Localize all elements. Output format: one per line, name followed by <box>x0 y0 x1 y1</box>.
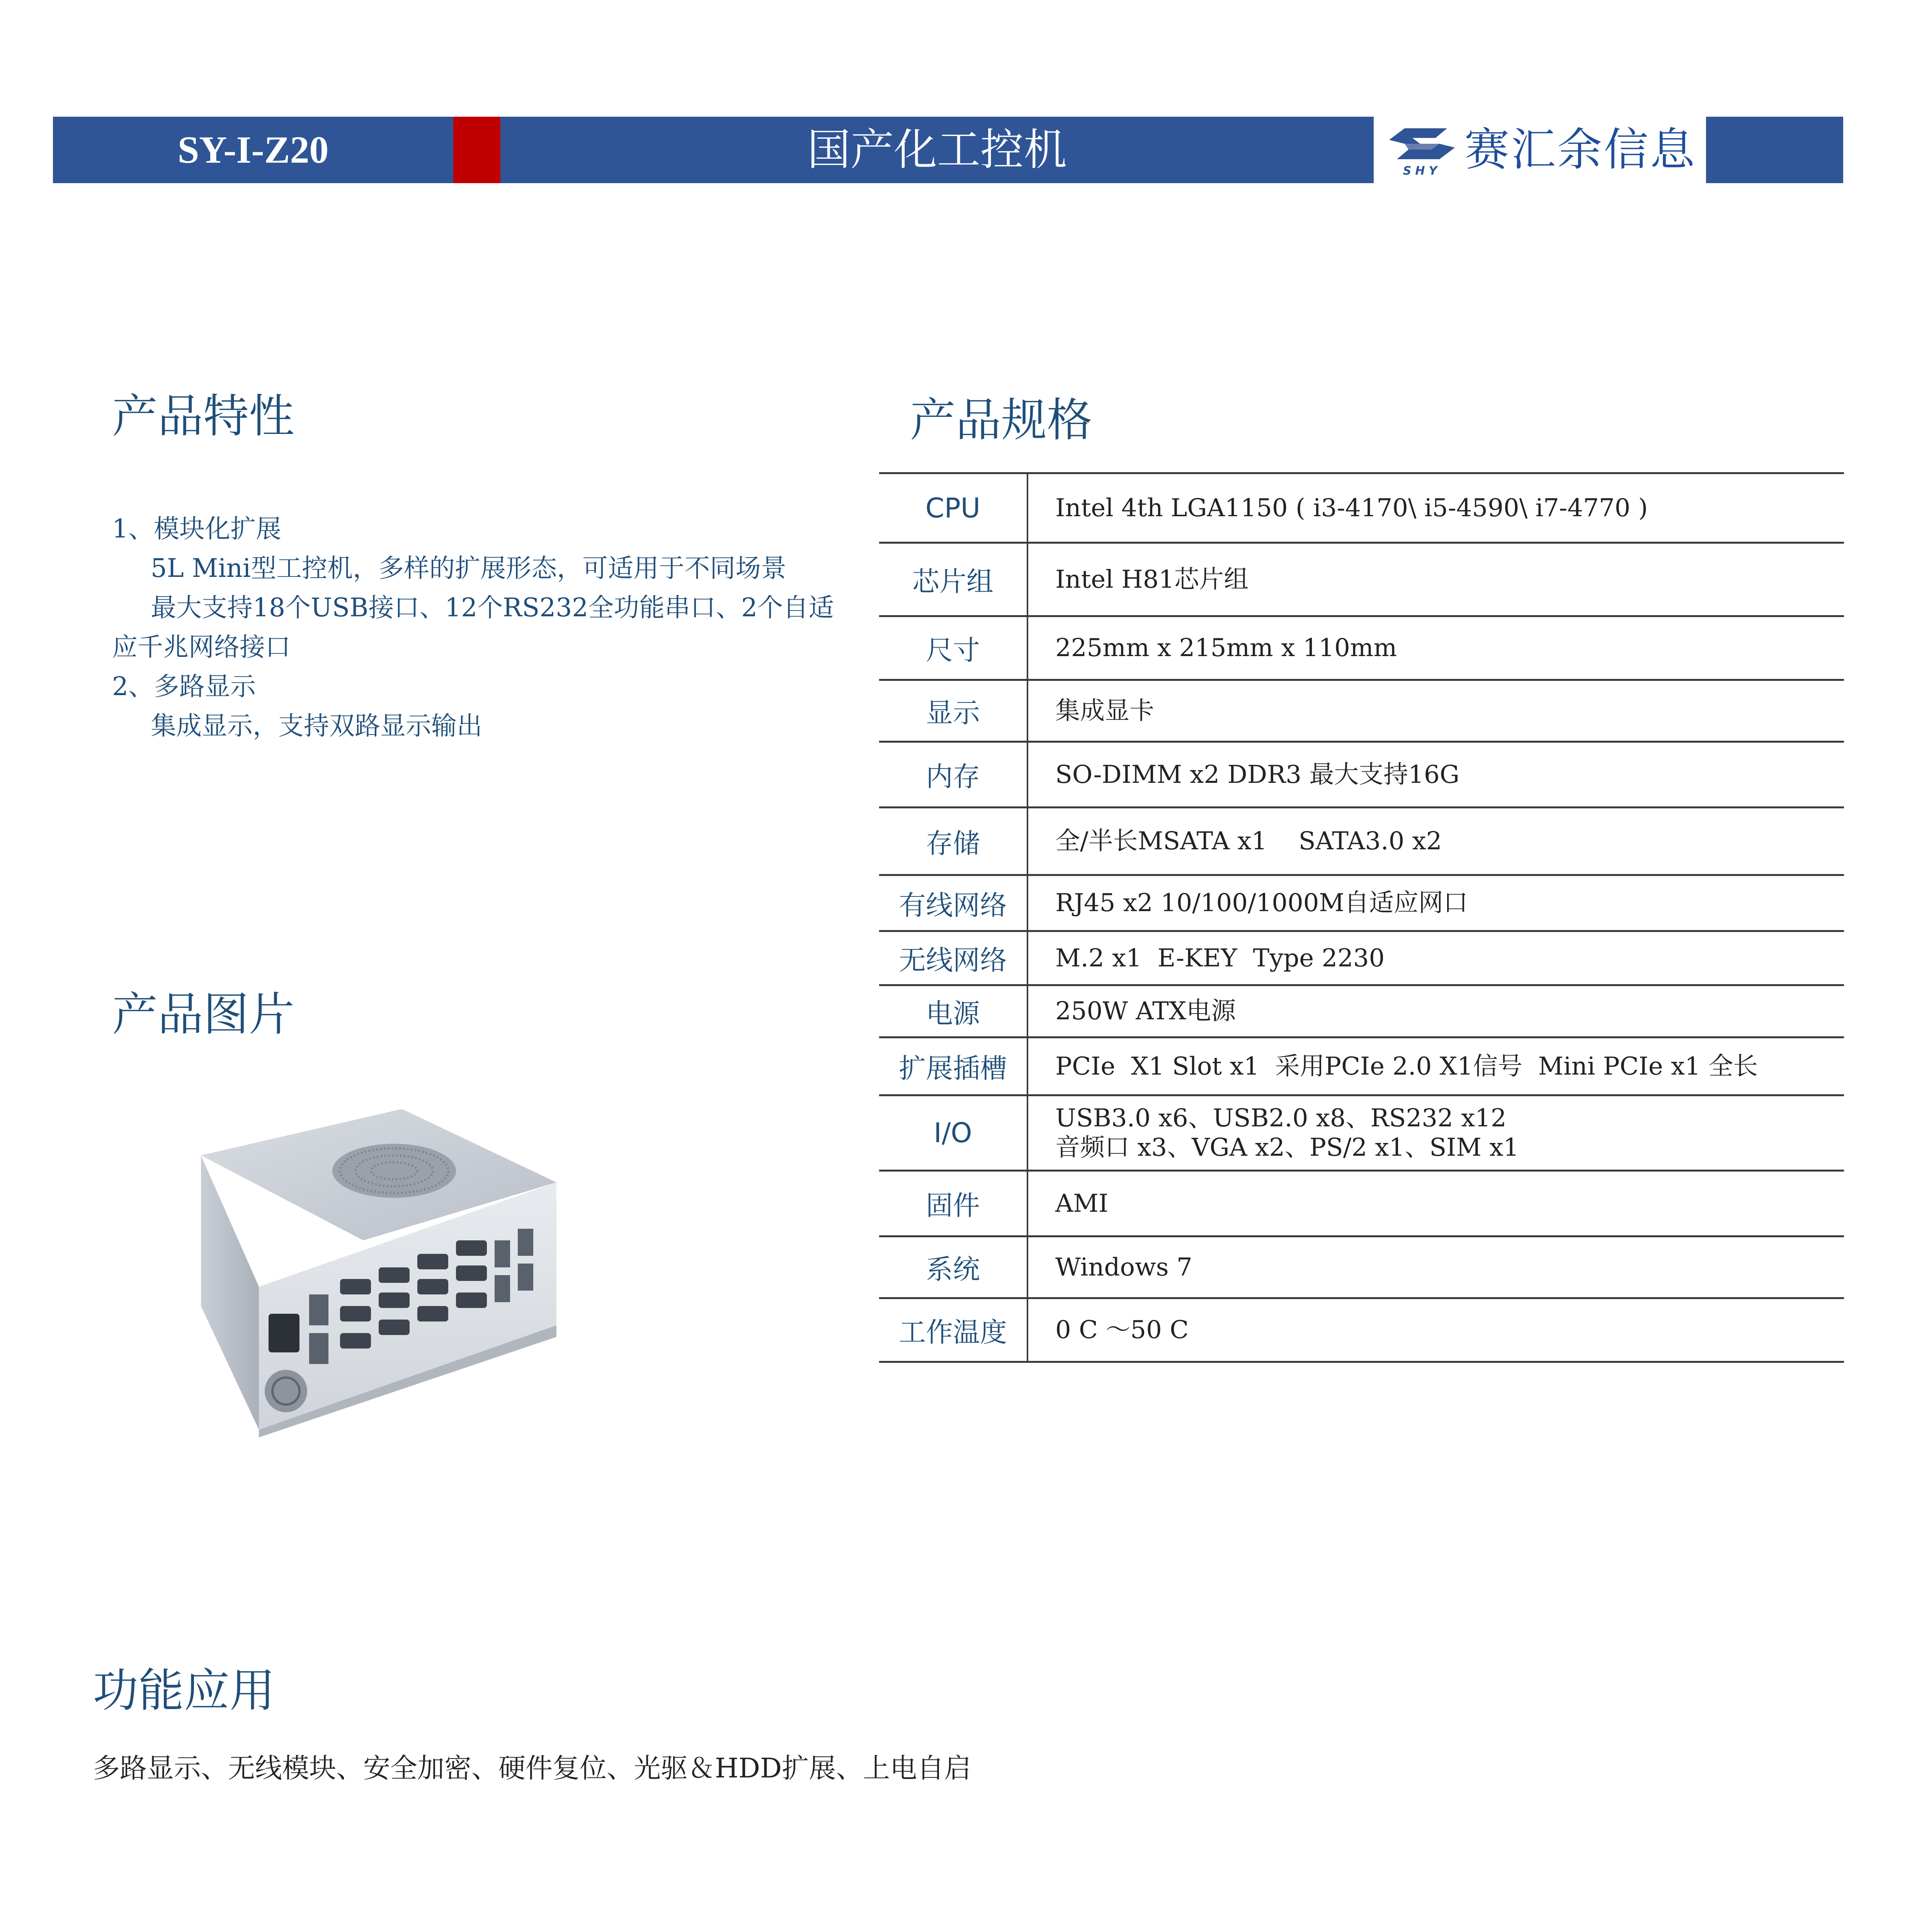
spec-value: Intel H81芯片组 <box>1027 543 1844 616</box>
table-row <box>879 875 1844 931</box>
spec-value: Windows 7 <box>1027 1236 1844 1298</box>
spec-key: 存储 <box>879 808 1027 875</box>
spec-key: 工作温度 <box>879 1298 1027 1362</box>
feature-line: 2、多路显示 <box>112 672 256 701</box>
feature-line: 应千兆网络接口 <box>112 632 291 662</box>
spec-value: 0 C ～50 C <box>1027 1298 1844 1362</box>
spec-key: 系统 <box>879 1236 1027 1298</box>
spec-key: CPU <box>879 473 1027 543</box>
table-row <box>879 931 1844 985</box>
applications-heading: 功能应用 <box>93 1664 276 1717</box>
spec-value: 225mm x 215mm x 110mm <box>1027 616 1844 680</box>
feature-line: 最大支持18个USB接口、12个RS232全功能串口、2个自适 <box>151 593 834 622</box>
spec-value: SO-DIMM x2 DDR3 最大支持16G <box>1027 742 1844 808</box>
feature-line: 集成显示，支持双路显示输出 <box>151 711 482 741</box>
spec-key: 无线网络 <box>879 931 1027 985</box>
spec-key: 显示 <box>879 680 1027 742</box>
features-heading: 产品特性 <box>112 389 295 443</box>
feature-line: 5L Mini型工控机，多样的扩展形态，可适用于不同场景 <box>151 553 787 583</box>
table-row <box>879 680 1844 742</box>
shy-logo-icon <box>1381 121 1463 179</box>
table-row <box>879 616 1844 680</box>
table-row <box>879 1171 1844 1236</box>
spec-key: 尺寸 <box>879 616 1027 680</box>
spec-table <box>879 472 1844 1363</box>
spec-value: AMI <box>1027 1171 1844 1236</box>
applications-text: 多路显示、无线模块、安全加密、硬件复位、光驱＆HDD扩展、上电自启 <box>93 1752 971 1784</box>
spec-value: PCIe X1 Slot x1 采用PCIe 2.0 X1信号 Mini PCIe x1 全长 <box>1027 1037 1844 1095</box>
header-accent-block <box>453 117 500 183</box>
table-row <box>879 1095 1844 1171</box>
spec-value: RJ45 x2 10/100/1000M自适应网口 <box>1027 875 1844 931</box>
table-row <box>879 543 1844 616</box>
product-photo <box>193 1097 599 1437</box>
spec-value: 250W ATX电源 <box>1027 985 1844 1037</box>
image-heading: 产品图片 <box>112 988 295 1041</box>
table-row <box>879 1236 1844 1298</box>
spec-value: USB3.0 x6、USB2.0 x8、RS232 x12 音频口 x3、VGA x2、PS/2 x1、SIM x1 <box>1027 1095 1844 1171</box>
model-number: SY-I-Z20 <box>177 128 329 171</box>
spec-value: Intel 4th LGA1150 ( i3-4170\ i5-4590\ i7-4770 ) <box>1027 473 1844 543</box>
spec-key: 电源 <box>879 985 1027 1037</box>
feature-line: 1、模块化扩展 <box>112 514 281 544</box>
table-row <box>879 1298 1844 1362</box>
header-bar-right <box>1706 117 1843 183</box>
brand-name: 赛汇余信息 <box>1465 124 1696 176</box>
spec-key: 芯片组 <box>879 543 1027 616</box>
table-row <box>879 473 1844 543</box>
spec-key: I/O <box>879 1095 1027 1171</box>
product-title: 国产化工控机 <box>807 125 1067 175</box>
spec-key: 内存 <box>879 742 1027 808</box>
table-row <box>879 742 1844 808</box>
spec-value: 集成显卡 <box>1027 680 1844 742</box>
spec-value: 全/半长MSATA x1 SATA3.0 x2 <box>1027 808 1844 875</box>
spec-key: 固件 <box>879 1171 1027 1236</box>
table-row <box>879 985 1844 1037</box>
specs-heading: 产品规格 <box>910 393 1093 447</box>
brand-abbr: SHY <box>1403 164 1441 178</box>
spec-value: M.2 x1 E-KEY Type 2230 <box>1027 931 1844 985</box>
table-row <box>879 808 1844 875</box>
spec-key: 有线网络 <box>879 875 1027 931</box>
table-row <box>879 1037 1844 1095</box>
spec-key: 扩展插槽 <box>879 1037 1027 1095</box>
